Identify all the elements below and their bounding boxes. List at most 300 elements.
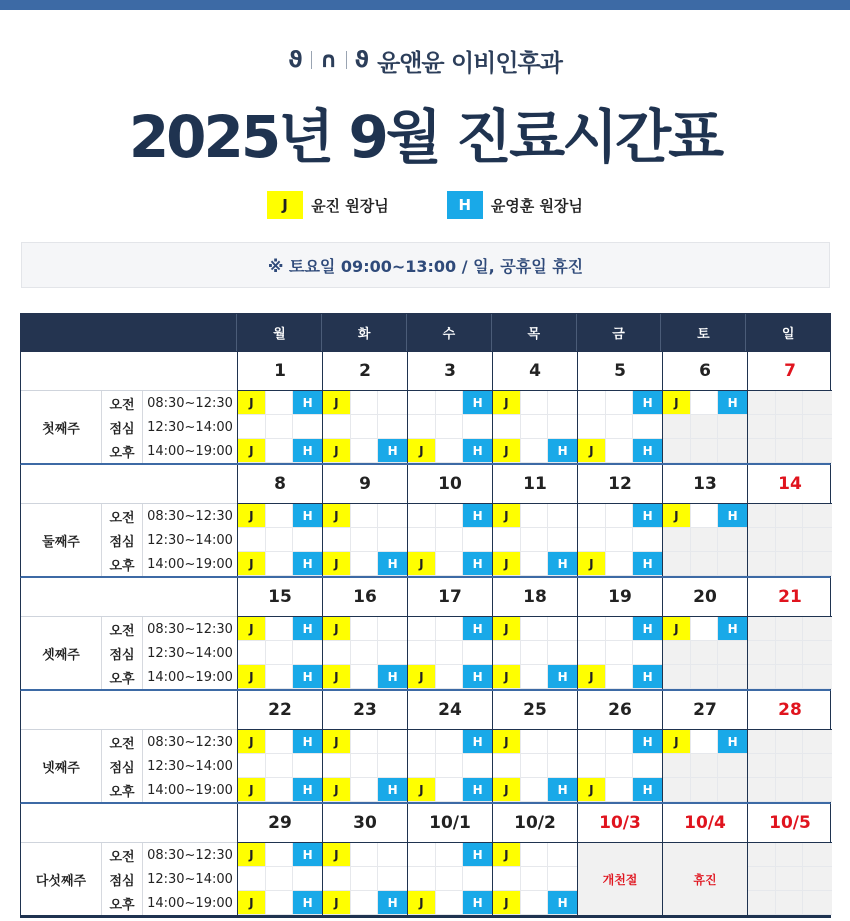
doctor-cell-h: H	[463, 552, 492, 576]
session-rows	[101, 391, 237, 463]
empty-cell	[748, 617, 776, 641]
empty-cell	[663, 665, 691, 689]
empty-cell	[378, 504, 407, 528]
date-number: 27	[663, 691, 747, 730]
day-column	[492, 691, 577, 802]
doctor-grid	[238, 504, 322, 576]
grid-row	[748, 617, 832, 641]
grid-row	[748, 641, 832, 665]
doctor-grid	[238, 391, 322, 463]
empty-cell	[748, 391, 776, 415]
grid-row	[578, 528, 662, 552]
date-number: 29	[238, 804, 322, 843]
session-row	[101, 415, 237, 439]
grid-row	[578, 617, 662, 641]
empty-cell	[663, 641, 691, 665]
empty-cell	[691, 439, 719, 463]
empty-cell	[776, 891, 804, 915]
day-column	[237, 804, 322, 915]
empty-cell	[493, 641, 521, 665]
empty-cell	[378, 617, 407, 641]
logo-symbol-2-icon: ∩	[319, 47, 338, 73]
empty-cell	[351, 891, 379, 915]
grid-row	[493, 617, 577, 641]
session-time: 12:30~14:00	[142, 754, 237, 778]
date-row-blank	[21, 578, 237, 617]
empty-cell	[776, 391, 804, 415]
empty-cell	[266, 641, 294, 665]
empty-cell	[803, 617, 832, 641]
grid-row	[238, 730, 322, 754]
empty-cell	[521, 641, 549, 665]
day-column	[237, 465, 322, 576]
doctor-cell-j: J	[578, 778, 606, 802]
empty-cell	[548, 754, 577, 778]
week-name: 넷째주	[42, 760, 80, 776]
week-row	[20, 465, 831, 578]
empty-cell	[408, 730, 436, 754]
day-column	[577, 691, 662, 802]
empty-cell	[578, 641, 606, 665]
grid-row	[748, 730, 832, 754]
date-number: 23	[323, 691, 407, 730]
header-day-fri: 금	[576, 314, 661, 351]
date-number: 2	[323, 352, 407, 391]
day-column	[492, 352, 577, 463]
doctor-cell-j: J	[238, 665, 266, 689]
doctor-cell-h: H	[633, 665, 662, 689]
grid-row	[323, 439, 407, 463]
date-number: 10/5	[748, 804, 832, 843]
empty-cell	[323, 867, 351, 891]
empty-cell	[351, 641, 379, 665]
grid-row	[408, 617, 492, 641]
date-number: 9	[323, 465, 407, 504]
empty-cell	[493, 867, 521, 891]
doctor-cell-j: J	[238, 843, 266, 867]
doctor-grid	[663, 730, 747, 802]
session-name: 오후	[101, 439, 142, 463]
empty-cell	[663, 439, 691, 463]
grid-row	[663, 504, 747, 528]
empty-cell	[238, 528, 266, 552]
grid-row	[408, 504, 492, 528]
doctor-cell-h: H	[293, 891, 322, 915]
header-day-tue: 화	[321, 314, 406, 351]
empty-cell	[266, 665, 294, 689]
empty-cell	[378, 528, 407, 552]
empty-cell	[606, 528, 634, 552]
legend-item-h	[447, 191, 583, 219]
week-label-column	[21, 465, 237, 576]
day-column	[747, 578, 832, 689]
empty-cell	[521, 665, 549, 689]
empty-cell	[293, 867, 322, 891]
session-row	[101, 504, 237, 528]
empty-cell	[351, 617, 379, 641]
session-row	[101, 730, 237, 754]
week-sessions	[21, 730, 237, 802]
doctor-cell-j: J	[238, 391, 266, 415]
date-number: 11	[493, 465, 577, 504]
grid-row	[578, 504, 662, 528]
empty-cell	[803, 641, 832, 665]
grid-row	[493, 641, 577, 665]
session-name: 점심	[101, 754, 142, 778]
empty-cell	[718, 754, 747, 778]
empty-cell	[803, 439, 832, 463]
doctor-cell-h: H	[463, 504, 492, 528]
grid-row	[578, 730, 662, 754]
empty-cell	[238, 754, 266, 778]
empty-cell	[578, 415, 606, 439]
empty-cell	[663, 415, 691, 439]
empty-cell	[266, 528, 294, 552]
doctor-cell-j: J	[493, 504, 521, 528]
schedule-table	[20, 313, 831, 918]
day-columns	[237, 465, 832, 576]
week-label-column	[21, 352, 237, 463]
empty-cell	[408, 528, 436, 552]
doctor-cell-h: H	[633, 730, 662, 754]
empty-cell	[776, 617, 804, 641]
empty-cell	[691, 415, 719, 439]
empty-cell	[606, 665, 634, 689]
session-name: 오전	[101, 843, 142, 867]
grid-row	[238, 754, 322, 778]
session-row	[101, 552, 237, 576]
empty-cell	[408, 415, 436, 439]
empty-cell	[266, 754, 294, 778]
empty-cell	[351, 391, 379, 415]
grid-row	[493, 391, 577, 415]
grid-row	[493, 891, 577, 915]
empty-cell	[351, 552, 379, 576]
session-name: 점심	[101, 641, 142, 665]
doctor-grid	[663, 504, 747, 576]
session-time: 08:30~12:30	[142, 730, 237, 754]
session-name: 오후	[101, 778, 142, 802]
empty-cell	[266, 504, 294, 528]
day-column	[662, 352, 747, 463]
empty-cell	[776, 439, 804, 463]
doctor-cell-h: H	[548, 891, 577, 915]
doctor-cell-j: J	[578, 665, 606, 689]
grid-row	[238, 617, 322, 641]
empty-cell	[776, 415, 804, 439]
session-row	[101, 665, 237, 689]
legend-item-j	[267, 191, 389, 219]
date-number: 20	[663, 578, 747, 617]
empty-cell	[748, 415, 776, 439]
date-number: 10/2	[493, 804, 577, 843]
session-rows	[101, 617, 237, 689]
empty-cell	[351, 415, 379, 439]
session-name: 점심	[101, 415, 142, 439]
doctor-grid	[578, 391, 662, 463]
clinic-logo	[0, 40, 850, 80]
empty-cell	[493, 528, 521, 552]
empty-cell	[378, 867, 407, 891]
session-row	[101, 391, 237, 415]
date-number: 8	[238, 465, 322, 504]
header-day-thu: 목	[491, 314, 576, 351]
doctor-cell-j: J	[238, 891, 266, 915]
week-label-column	[21, 804, 237, 915]
doctor-grid	[663, 843, 747, 915]
empty-cell	[436, 778, 464, 802]
empty-cell	[436, 528, 464, 552]
grid-row	[323, 867, 407, 891]
doctor-cell-j: J	[493, 778, 521, 802]
grid-row	[663, 778, 747, 802]
doctor-cell-h: H	[463, 778, 492, 802]
doctor-cell-h: H	[718, 504, 747, 528]
empty-cell	[521, 528, 549, 552]
empty-cell	[548, 730, 577, 754]
doctor-cell-h: H	[378, 439, 407, 463]
grid-row	[238, 641, 322, 665]
empty-cell	[691, 504, 719, 528]
doctor-cell-h: H	[463, 665, 492, 689]
empty-cell	[578, 528, 606, 552]
doctor-cell-j: J	[408, 552, 436, 576]
grid-row	[748, 439, 832, 463]
day-column	[577, 578, 662, 689]
empty-cell	[351, 504, 379, 528]
grid-row	[408, 665, 492, 689]
session-time: 14:00~19:00	[142, 439, 237, 463]
session-time: 08:30~12:30	[142, 843, 237, 867]
grid-row	[748, 528, 832, 552]
empty-cell	[748, 504, 776, 528]
doctor-cell-j: J	[408, 665, 436, 689]
session-name: 점심	[101, 528, 142, 552]
empty-cell	[776, 754, 804, 778]
week-sessions	[21, 617, 237, 689]
empty-cell	[436, 730, 464, 754]
doctor-cell-j: J	[663, 617, 691, 641]
empty-cell	[378, 391, 407, 415]
empty-cell	[691, 528, 719, 552]
day-column	[407, 804, 492, 915]
empty-cell	[633, 754, 662, 778]
empty-cell	[266, 439, 294, 463]
day-column	[492, 465, 577, 576]
session-row	[101, 891, 237, 915]
doctor-cell-j: J	[238, 617, 266, 641]
doctor-cell-j: J	[578, 552, 606, 576]
empty-cell	[548, 504, 577, 528]
day-column	[407, 691, 492, 802]
doctor-cell-h: H	[463, 617, 492, 641]
grid-row	[323, 730, 407, 754]
doctor-cell-h: H	[718, 617, 747, 641]
empty-cell	[293, 415, 322, 439]
day-column	[407, 465, 492, 576]
grid-row	[493, 415, 577, 439]
grid-row	[323, 391, 407, 415]
week-label-column	[21, 578, 237, 689]
week-name: 다섯째주	[35, 873, 87, 889]
empty-cell	[436, 415, 464, 439]
day-column	[322, 352, 407, 463]
doctor-cell-h: H	[293, 391, 322, 415]
date-number: 19	[578, 578, 662, 617]
session-row	[101, 439, 237, 463]
empty-cell	[691, 665, 719, 689]
session-time: 14:00~19:00	[142, 891, 237, 915]
date-number: 3	[408, 352, 492, 391]
header-day-mon: 월	[236, 314, 321, 351]
doctor-cell-j: J	[578, 439, 606, 463]
empty-cell	[748, 867, 776, 891]
doctor-cell-h: H	[293, 843, 322, 867]
empty-cell	[463, 528, 492, 552]
empty-cell	[521, 552, 549, 576]
date-number: 17	[408, 578, 492, 617]
day-column	[577, 352, 662, 463]
empty-cell	[351, 528, 379, 552]
doctor-cell-h: H	[718, 391, 747, 415]
date-number: 30	[323, 804, 407, 843]
day-column	[492, 578, 577, 689]
empty-cell	[293, 528, 322, 552]
hours-note: ※ 토요일 09:00~13:00 / 일, 공휴일 휴진	[21, 242, 830, 288]
doctor-cell-h: H	[463, 439, 492, 463]
empty-cell	[521, 730, 549, 754]
doctor-cell-h: H	[293, 504, 322, 528]
week-row	[20, 578, 831, 691]
doctor-cell-h: H	[293, 617, 322, 641]
doctor-cell-j: J	[493, 391, 521, 415]
session-time: 12:30~14:00	[142, 867, 237, 891]
empty-cell	[748, 730, 776, 754]
grid-row	[408, 391, 492, 415]
empty-cell	[408, 641, 436, 665]
grid-row	[238, 891, 322, 915]
grid-row	[663, 730, 747, 754]
grid-row	[323, 843, 407, 867]
empty-cell	[606, 552, 634, 576]
empty-cell	[548, 617, 577, 641]
empty-cell	[776, 504, 804, 528]
logo-divider	[311, 51, 312, 69]
empty-cell	[718, 528, 747, 552]
doctor-grid	[578, 730, 662, 802]
grid-row	[748, 891, 832, 915]
doctor-cell-j: J	[408, 891, 436, 915]
empty-cell	[606, 439, 634, 463]
empty-cell	[323, 415, 351, 439]
date-number: 15	[238, 578, 322, 617]
empty-cell	[803, 504, 832, 528]
grid-row	[663, 665, 747, 689]
empty-cell	[521, 843, 549, 867]
empty-cell	[718, 415, 747, 439]
grid-row	[748, 843, 832, 867]
grid-row	[663, 754, 747, 778]
doctor-cell-h: H	[633, 504, 662, 528]
doctor-grid	[323, 617, 407, 689]
doctor-cell-j: J	[408, 439, 436, 463]
weeks-body	[20, 352, 831, 918]
date-number: 10/1	[408, 804, 492, 843]
empty-cell	[691, 641, 719, 665]
logo-symbol-1-icon: ϑ	[288, 47, 303, 73]
empty-cell	[323, 641, 351, 665]
session-time: 08:30~12:30	[142, 617, 237, 641]
empty-cell	[803, 843, 832, 867]
date-row-blank	[21, 691, 237, 730]
doctor-grid	[578, 617, 662, 689]
empty-cell	[408, 617, 436, 641]
empty-cell	[548, 391, 577, 415]
empty-cell	[663, 754, 691, 778]
doctor-grid	[323, 504, 407, 576]
empty-cell	[238, 415, 266, 439]
doctor-cell-h: H	[293, 665, 322, 689]
grid-row	[578, 754, 662, 778]
legend-label-h: 윤영훈 원장님	[490, 196, 583, 215]
empty-cell	[718, 552, 747, 576]
grid-row	[578, 641, 662, 665]
doctor-cell-j: J	[323, 552, 351, 576]
week-sessions	[21, 391, 237, 463]
date-number: 21	[748, 578, 832, 617]
session-time: 14:00~19:00	[142, 665, 237, 689]
day-column	[662, 465, 747, 576]
doctor-cell-j: J	[493, 439, 521, 463]
doctor-cell-j: J	[238, 552, 266, 576]
grid-row	[238, 665, 322, 689]
day-column	[407, 352, 492, 463]
grid-row	[238, 843, 322, 867]
doctor-grid	[238, 617, 322, 689]
date-row-blank	[21, 352, 237, 391]
doctor-grid	[408, 391, 492, 463]
empty-cell	[548, 843, 577, 867]
empty-cell	[548, 528, 577, 552]
empty-cell	[803, 665, 832, 689]
date-number: 7	[748, 352, 832, 391]
empty-cell	[803, 730, 832, 754]
empty-cell	[436, 391, 464, 415]
empty-cell	[436, 665, 464, 689]
grid-row	[493, 439, 577, 463]
grid-row	[408, 754, 492, 778]
empty-cell	[521, 617, 549, 641]
grid-row	[408, 867, 492, 891]
empty-cell	[238, 867, 266, 891]
grid-row	[408, 415, 492, 439]
empty-cell	[633, 641, 662, 665]
empty-cell	[436, 552, 464, 576]
date-number: 16	[323, 578, 407, 617]
date-number: 10	[408, 465, 492, 504]
empty-cell	[776, 552, 804, 576]
top-bar	[0, 0, 850, 10]
empty-cell	[266, 730, 294, 754]
day-columns	[237, 578, 832, 689]
empty-cell	[578, 730, 606, 754]
doctor-cell-h: H	[548, 552, 577, 576]
session-time: 12:30~14:00	[142, 528, 237, 552]
logo-divider	[346, 51, 347, 69]
closed-label: 휴진	[663, 843, 747, 915]
empty-cell	[776, 665, 804, 689]
grid-row	[663, 439, 747, 463]
